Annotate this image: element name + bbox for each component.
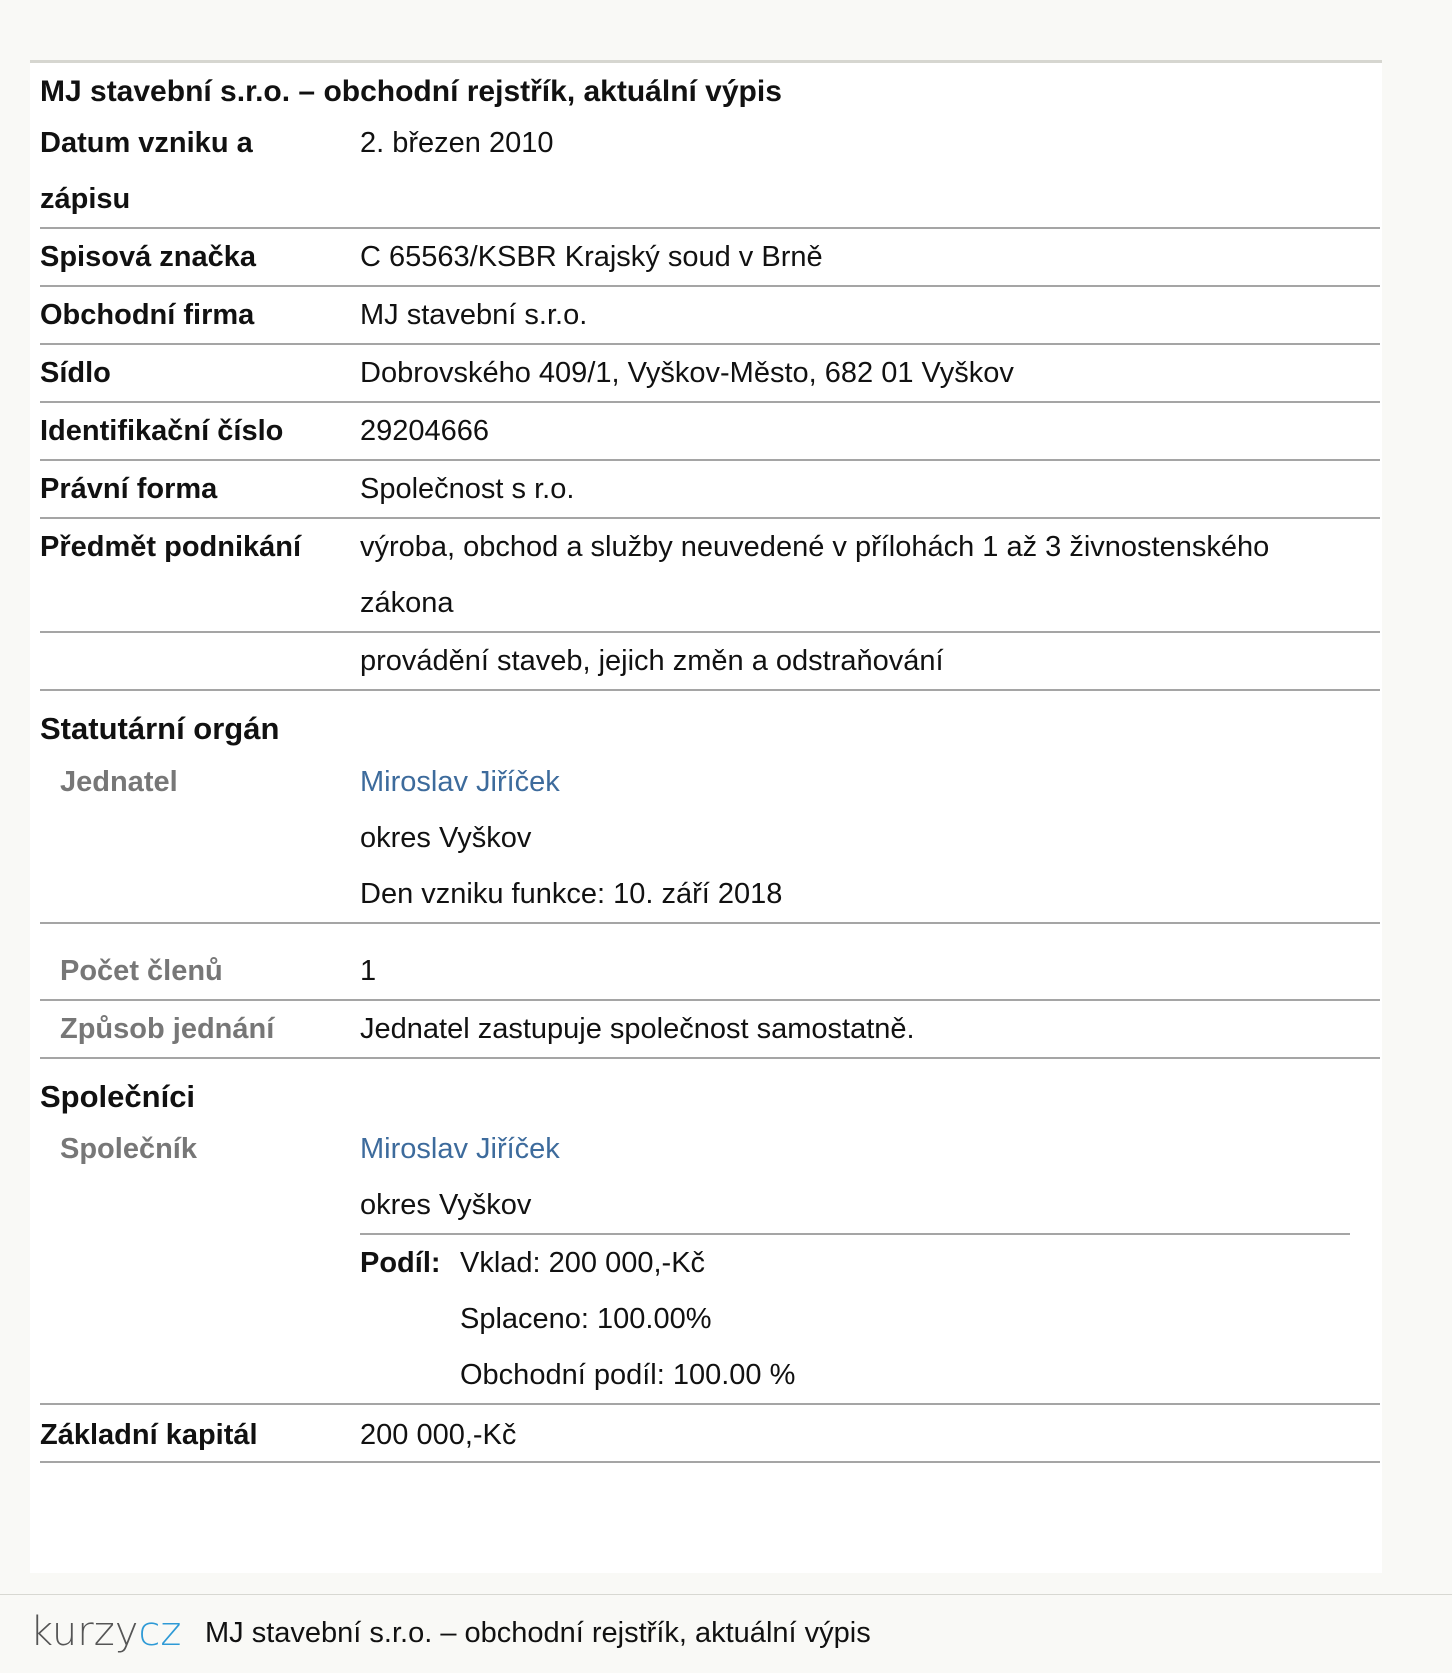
label-predmet-podnikani: Předmět podnikání xyxy=(40,531,302,563)
row-divider xyxy=(40,999,1380,1001)
value-identifikacni-cislo: 29204666 xyxy=(360,415,490,447)
row-divider xyxy=(40,517,1380,519)
value-sidlo: Dobrovského 409/1, Vyškov-Město, 682 01 Vyškov xyxy=(360,357,1014,389)
logo-part-cz: cz xyxy=(138,1609,182,1655)
value-predmet-1-line1: výroba, obchod a služby neuvedené v přílohách 1 až 3 živnostenského xyxy=(360,531,1270,563)
footer-bar xyxy=(0,1594,1452,1673)
label-spolecnik: Společník xyxy=(60,1133,197,1165)
row-divider xyxy=(40,285,1380,287)
value-pravni-forma: Společnost s r.o. xyxy=(360,473,575,505)
kurzy-cz-logo[interactable] xyxy=(30,1609,181,1655)
podil-splaceno: Splaceno: 100.00% xyxy=(460,1303,712,1335)
podil-divider xyxy=(360,1233,1350,1235)
value-predmet-2: provádění staveb, jejich změn a odstraňování xyxy=(360,645,944,677)
row-divider xyxy=(40,631,1380,633)
row-divider xyxy=(40,689,1380,691)
label-identifikacni-cislo: Identifikační číslo xyxy=(40,415,284,447)
label-datum-vzniku-line1: Datum vzniku a xyxy=(40,127,253,159)
row-divider xyxy=(40,459,1380,461)
section-spolecnici: Společníci xyxy=(40,1079,196,1114)
label-obchodni-firma: Obchodní firma xyxy=(40,299,255,331)
jednatel-since: Den vzniku funkce: 10. září 2018 xyxy=(360,878,783,910)
logo-part-kurzy: kurzy xyxy=(30,1609,139,1655)
row-divider xyxy=(40,343,1380,345)
value-spisova-znacka: C 65563/KSBR Krajský soud v Brně xyxy=(360,241,823,273)
label-zpusob-jednani: Způsob jednání xyxy=(60,1013,275,1045)
footer-title: MJ stavební s.r.o. – obchodní rejstřík, aktuální výpis xyxy=(205,1617,871,1649)
podil-vklad: Vklad: 200 000,-Kč xyxy=(460,1247,706,1279)
row-divider xyxy=(40,922,1380,924)
label-datum-vzniku-line2: zápisu xyxy=(40,183,131,215)
jednatel-district: okres Vyškov xyxy=(360,822,532,854)
spolecnik-name-link[interactable]: Miroslav Jiříček xyxy=(360,1133,560,1165)
jednatel-name-link[interactable]: Miroslav Jiříček xyxy=(360,766,560,798)
label-pravni-forma: Právní forma xyxy=(40,473,218,505)
value-datum-vzniku: 2. březen 2010 xyxy=(360,127,554,159)
row-divider xyxy=(40,1403,1380,1405)
value-zpusob-jednani: Jednatel zastupuje společnost samostatně. xyxy=(360,1013,915,1045)
row-divider xyxy=(40,1461,1380,1463)
section-statutarni-organ: Statutární orgán xyxy=(40,711,280,746)
register-extract-panel xyxy=(30,60,1382,1573)
value-obchodni-firma: MJ stavební s.r.o. xyxy=(360,299,588,331)
spolecnik-district: okres Vyškov xyxy=(360,1189,532,1221)
row-divider xyxy=(40,1057,1380,1059)
row-divider xyxy=(40,401,1380,403)
value-zakladni-kapital: 200 000,-Kč xyxy=(360,1419,517,1451)
row-divider xyxy=(40,227,1380,229)
label-spisova-znacka: Spisová značka xyxy=(40,241,256,273)
label-pocet-clenu: Počet členů xyxy=(60,955,223,987)
page-title: MJ stavební s.r.o. – obchodní rejstřík, aktuální výpis xyxy=(40,75,782,108)
podil-label: Podíl: xyxy=(360,1247,441,1279)
label-jednatel: Jednatel xyxy=(60,766,178,798)
podil-obchodni-podil: Obchodní podíl: 100.00 % xyxy=(460,1359,796,1391)
label-zakladni-kapital: Základní kapitál xyxy=(40,1419,258,1451)
value-pocet-clenu: 1 xyxy=(360,955,377,987)
value-predmet-1-line2: zákona xyxy=(360,587,454,619)
label-sidlo: Sídlo xyxy=(40,357,111,389)
